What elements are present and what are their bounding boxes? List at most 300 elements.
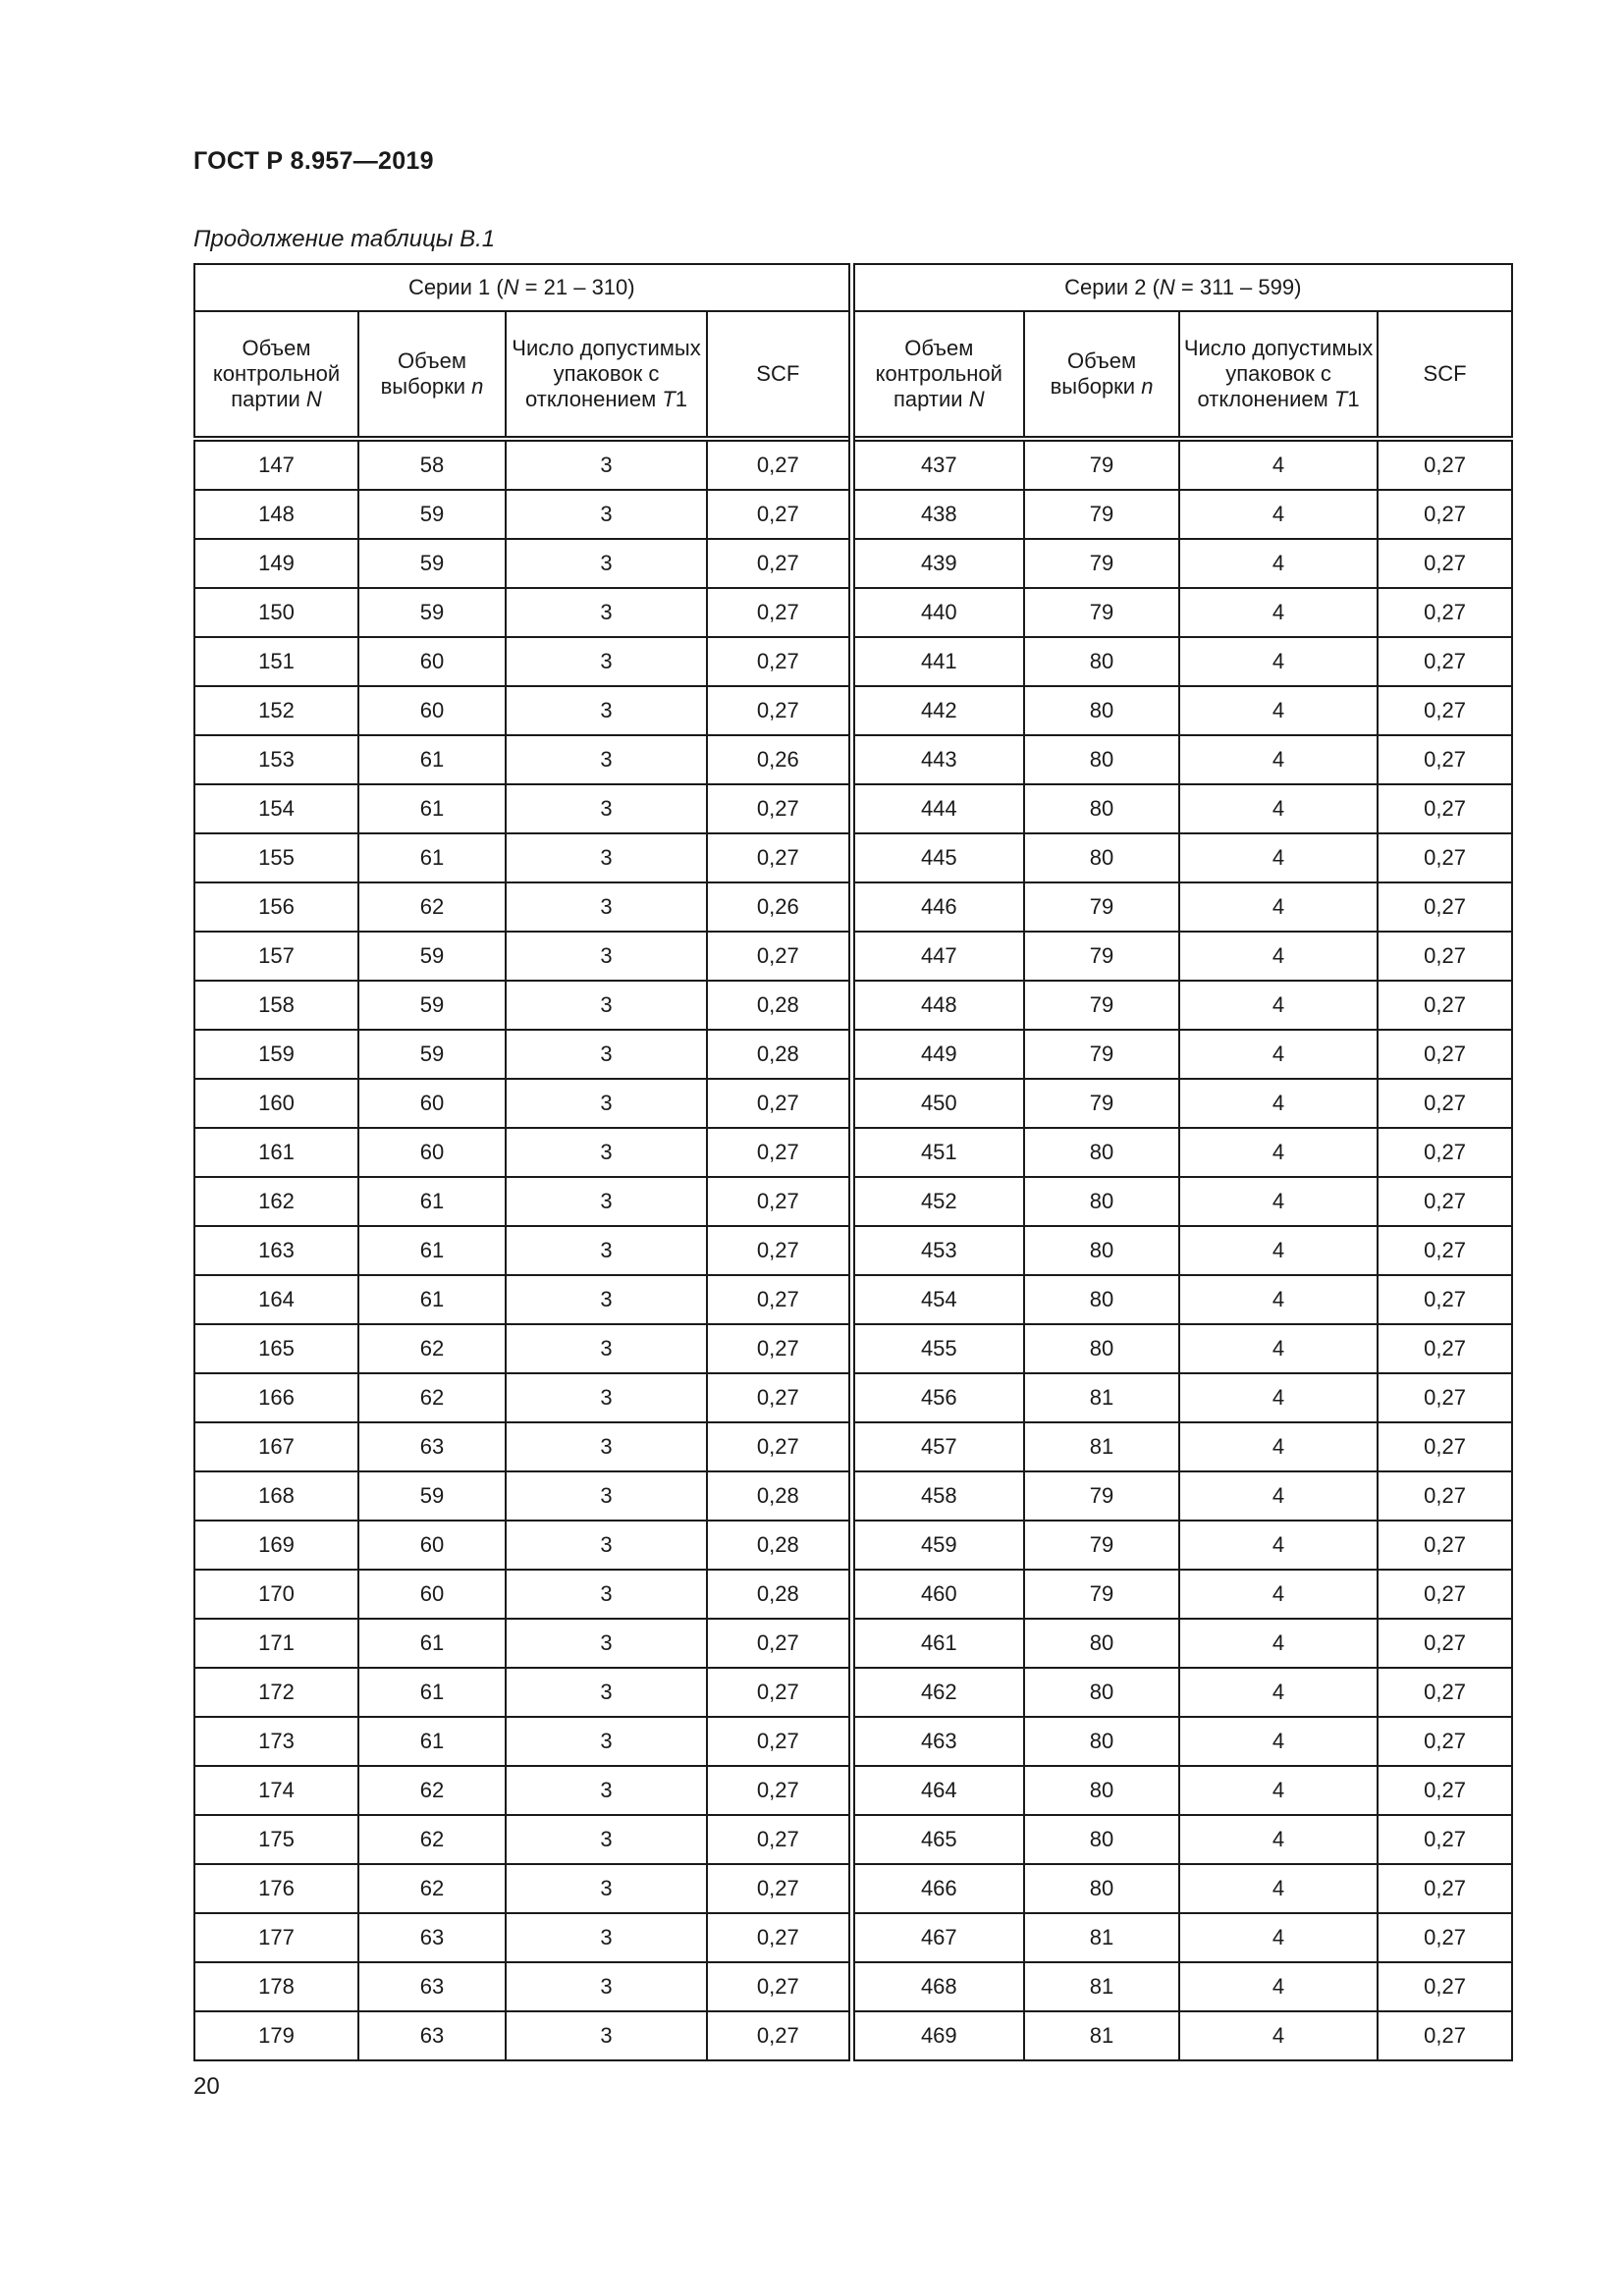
table-cell: 173 bbox=[194, 1717, 358, 1766]
table-cell: 80 bbox=[1024, 1619, 1179, 1668]
table-cell: 460 bbox=[851, 1570, 1024, 1619]
table-cell: 450 bbox=[851, 1079, 1024, 1128]
table-cell: 80 bbox=[1024, 833, 1179, 882]
table-row bbox=[194, 1275, 1512, 1324]
table-cell: 464 bbox=[851, 1766, 1024, 1815]
table-cell: 459 bbox=[851, 1521, 1024, 1570]
table-cell: 81 bbox=[1024, 1913, 1179, 1962]
table-cell: 171 bbox=[194, 1619, 358, 1668]
table-cell: 3 bbox=[506, 1275, 707, 1324]
table-cell: 80 bbox=[1024, 1226, 1179, 1275]
table-row bbox=[194, 1079, 1512, 1128]
table-cell: 0,27 bbox=[1378, 1766, 1512, 1815]
table-cell: 440 bbox=[851, 588, 1024, 637]
table-cell: 4 bbox=[1179, 1422, 1378, 1471]
col-allowed-packs: Число допустимых упаковок с отклонением T1 bbox=[506, 311, 707, 439]
table-cell: 4 bbox=[1179, 1619, 1378, 1668]
table-cell: 0,27 bbox=[1378, 1226, 1512, 1275]
table-cell: 443 bbox=[851, 735, 1024, 784]
table-cell: 177 bbox=[194, 1913, 358, 1962]
col-lot-volume: Объем контрольной партии N bbox=[194, 311, 358, 439]
table-cell: 148 bbox=[194, 490, 358, 539]
table-cell: 61 bbox=[358, 1619, 506, 1668]
table-cell: 61 bbox=[358, 1668, 506, 1717]
table-cell: 441 bbox=[851, 637, 1024, 686]
table-cell: 3 bbox=[506, 1128, 707, 1177]
table-cell: 3 bbox=[506, 1619, 707, 1668]
table-cell: 454 bbox=[851, 1275, 1024, 1324]
table-cell: 3 bbox=[506, 784, 707, 833]
table-cell: 4 bbox=[1179, 2011, 1378, 2060]
table-row bbox=[194, 1619, 1512, 1668]
table-row bbox=[194, 784, 1512, 833]
table-cell: 60 bbox=[358, 686, 506, 735]
table-cell: 162 bbox=[194, 1177, 358, 1226]
table-cell: 174 bbox=[194, 1766, 358, 1815]
table-cell: 0,27 bbox=[1378, 1521, 1512, 1570]
table-cell: 3 bbox=[506, 981, 707, 1030]
table-cell: 0,27 bbox=[707, 637, 851, 686]
table-cell: 0,27 bbox=[707, 1864, 851, 1913]
table-cell: 80 bbox=[1024, 686, 1179, 735]
table-cell: 3 bbox=[506, 1324, 707, 1373]
table-row bbox=[194, 439, 1512, 490]
table-cell: 169 bbox=[194, 1521, 358, 1570]
table-cell: 168 bbox=[194, 1471, 358, 1521]
table-cell: 4 bbox=[1179, 686, 1378, 735]
table-cell: 4 bbox=[1179, 1128, 1378, 1177]
table-cell: 0,27 bbox=[707, 1226, 851, 1275]
table-cell: 3 bbox=[506, 735, 707, 784]
table-cell: 156 bbox=[194, 882, 358, 932]
table-cell: 3 bbox=[506, 1373, 707, 1422]
table-row bbox=[194, 637, 1512, 686]
table-cell: 3 bbox=[506, 1521, 707, 1570]
table-cell: 0,28 bbox=[707, 1521, 851, 1570]
table-cell: 154 bbox=[194, 784, 358, 833]
table-cell: 4 bbox=[1179, 439, 1378, 490]
table-cell: 176 bbox=[194, 1864, 358, 1913]
table-cell: 0,27 bbox=[707, 1962, 851, 2011]
table-cell: 60 bbox=[358, 1570, 506, 1619]
table-cell: 151 bbox=[194, 637, 358, 686]
table-cell: 452 bbox=[851, 1177, 1024, 1226]
series2-header: Серии 2 (N = 311 – 599) bbox=[851, 264, 1512, 311]
table-cell: 0,27 bbox=[707, 1373, 851, 1422]
table-cell: 3 bbox=[506, 1913, 707, 1962]
table-cell: 0,27 bbox=[1378, 1913, 1512, 1962]
table-cell: 62 bbox=[358, 1766, 506, 1815]
table-cell: 4 bbox=[1179, 539, 1378, 588]
table-cell: 4 bbox=[1179, 1177, 1378, 1226]
table-cell: 79 bbox=[1024, 1570, 1179, 1619]
table-cell: 79 bbox=[1024, 1471, 1179, 1521]
table-cell: 80 bbox=[1024, 1275, 1179, 1324]
table-cell: 437 bbox=[851, 439, 1024, 490]
table-cell: 438 bbox=[851, 490, 1024, 539]
table-cell: 81 bbox=[1024, 1422, 1179, 1471]
table-row bbox=[194, 1717, 1512, 1766]
table-row bbox=[194, 1864, 1512, 1913]
table-cell: 3 bbox=[506, 1422, 707, 1471]
table-cell: 61 bbox=[358, 1177, 506, 1226]
table-cell: 79 bbox=[1024, 490, 1179, 539]
table-row bbox=[194, 1521, 1512, 1570]
table-cell: 0,27 bbox=[707, 1324, 851, 1373]
table-cell: 0,27 bbox=[707, 490, 851, 539]
table-cell: 0,27 bbox=[707, 1913, 851, 1962]
table-cell: 4 bbox=[1179, 1324, 1378, 1373]
table-cell: 0,27 bbox=[707, 588, 851, 637]
table-cell: 0,28 bbox=[707, 1570, 851, 1619]
table-cell: 467 bbox=[851, 1913, 1024, 1962]
table-cell: 0,27 bbox=[707, 1177, 851, 1226]
table-cell: 0,27 bbox=[1378, 637, 1512, 686]
table-cell: 0,27 bbox=[707, 1717, 851, 1766]
table-cell: 449 bbox=[851, 1030, 1024, 1079]
table-cell: 155 bbox=[194, 833, 358, 882]
table-cell: 0,27 bbox=[1378, 588, 1512, 637]
table-cell: 444 bbox=[851, 784, 1024, 833]
table-cell: 0,27 bbox=[1378, 735, 1512, 784]
page-number: 20 bbox=[193, 2073, 220, 2100]
table-cell: 463 bbox=[851, 1717, 1024, 1766]
table-cell: 0,27 bbox=[707, 1128, 851, 1177]
table-cell: 80 bbox=[1024, 1717, 1179, 1766]
table-cell: 4 bbox=[1179, 981, 1378, 1030]
table-cell: 80 bbox=[1024, 784, 1179, 833]
table-cell: 63 bbox=[358, 1962, 506, 2011]
table-cell: 0,27 bbox=[707, 932, 851, 981]
table-cell: 170 bbox=[194, 1570, 358, 1619]
table-row bbox=[194, 1030, 1512, 1079]
table-row bbox=[194, 1177, 1512, 1226]
table-cell: 80 bbox=[1024, 1864, 1179, 1913]
table-cell: 0,27 bbox=[707, 1079, 851, 1128]
table-cell: 0,27 bbox=[1378, 1962, 1512, 2011]
table-cell: 0,27 bbox=[1378, 932, 1512, 981]
table-cell: 81 bbox=[1024, 1373, 1179, 1422]
table-cell: 0,27 bbox=[1378, 1128, 1512, 1177]
table-cell: 63 bbox=[358, 1913, 506, 1962]
table-cell: 0,27 bbox=[707, 1766, 851, 1815]
table-cell: 4 bbox=[1179, 1570, 1378, 1619]
table-cell: 62 bbox=[358, 1373, 506, 1422]
table-cell: 0,27 bbox=[707, 1619, 851, 1668]
table-cell: 80 bbox=[1024, 637, 1179, 686]
col-allowed-packs-2: Число допустимых упаковок с отклонением T1 bbox=[1179, 311, 1378, 439]
table-cell: 3 bbox=[506, 1766, 707, 1815]
table-cell: 0,27 bbox=[707, 1815, 851, 1864]
table-cell: 80 bbox=[1024, 1177, 1179, 1226]
table-cell: 0,27 bbox=[1378, 1324, 1512, 1373]
table-cell: 457 bbox=[851, 1422, 1024, 1471]
table-cell: 60 bbox=[358, 637, 506, 686]
table-cell: 0,27 bbox=[707, 686, 851, 735]
table-row bbox=[194, 588, 1512, 637]
table-cell: 172 bbox=[194, 1668, 358, 1717]
table-cell: 152 bbox=[194, 686, 358, 735]
table-cell: 62 bbox=[358, 1324, 506, 1373]
table-cell: 61 bbox=[358, 784, 506, 833]
table-cell: 0,27 bbox=[1378, 2011, 1512, 2060]
col-sample-volume-2: Объем выборки n bbox=[1024, 311, 1179, 439]
table-cell: 80 bbox=[1024, 1128, 1179, 1177]
table-cell: 3 bbox=[506, 1177, 707, 1226]
table-cell: 451 bbox=[851, 1128, 1024, 1177]
table-cell: 0,28 bbox=[707, 981, 851, 1030]
table-cell: 3 bbox=[506, 1226, 707, 1275]
table-cell: 447 bbox=[851, 932, 1024, 981]
table-cell: 462 bbox=[851, 1668, 1024, 1717]
table-cell: 465 bbox=[851, 1815, 1024, 1864]
table-cell: 4 bbox=[1179, 588, 1378, 637]
table-cell: 81 bbox=[1024, 1962, 1179, 2011]
table-cell: 0,27 bbox=[707, 2011, 851, 2060]
table-cell: 0,27 bbox=[1378, 539, 1512, 588]
table-cell: 80 bbox=[1024, 1766, 1179, 1815]
table-cell: 149 bbox=[194, 539, 358, 588]
table-cell: 3 bbox=[506, 833, 707, 882]
table-cell: 59 bbox=[358, 539, 506, 588]
table-row bbox=[194, 1913, 1512, 1962]
table-cell: 4 bbox=[1179, 490, 1378, 539]
table-cell: 79 bbox=[1024, 1079, 1179, 1128]
table-row bbox=[194, 1422, 1512, 1471]
table-cell: 0,27 bbox=[1378, 981, 1512, 1030]
table-cell: 448 bbox=[851, 981, 1024, 1030]
table-cell: 453 bbox=[851, 1226, 1024, 1275]
table-cell: 445 bbox=[851, 833, 1024, 882]
table-row bbox=[194, 1128, 1512, 1177]
table-row bbox=[194, 1815, 1512, 1864]
table-cell: 59 bbox=[358, 1471, 506, 1521]
table-cell: 3 bbox=[506, 1864, 707, 1913]
table-cell: 80 bbox=[1024, 1668, 1179, 1717]
table-cell: 4 bbox=[1179, 1962, 1378, 2011]
table-cell: 4 bbox=[1179, 1471, 1378, 1521]
col-sample-volume: Объем выборки n bbox=[358, 311, 506, 439]
table-cell: 0,27 bbox=[1378, 490, 1512, 539]
table-cell: 0,28 bbox=[707, 1030, 851, 1079]
table-cell: 79 bbox=[1024, 539, 1179, 588]
table-cell: 3 bbox=[506, 1815, 707, 1864]
table-row bbox=[194, 1324, 1512, 1373]
table-cell: 0,27 bbox=[1378, 1373, 1512, 1422]
table-cell: 167 bbox=[194, 1422, 358, 1471]
table-cell: 3 bbox=[506, 1030, 707, 1079]
table-cell: 63 bbox=[358, 1422, 506, 1471]
table-cell: 461 bbox=[851, 1619, 1024, 1668]
table-cell: 60 bbox=[358, 1128, 506, 1177]
table-row bbox=[194, 539, 1512, 588]
table-cell: 79 bbox=[1024, 932, 1179, 981]
table-cell: 150 bbox=[194, 588, 358, 637]
table-cell: 0,27 bbox=[1378, 882, 1512, 932]
table-row bbox=[194, 882, 1512, 932]
table-cell: 0,27 bbox=[1378, 1864, 1512, 1913]
table-cell: 0,27 bbox=[707, 1422, 851, 1471]
table-cell: 455 bbox=[851, 1324, 1024, 1373]
table-cell: 0,27 bbox=[1378, 833, 1512, 882]
table-cell: 59 bbox=[358, 1030, 506, 1079]
table-cell: 4 bbox=[1179, 1766, 1378, 1815]
table-cell: 456 bbox=[851, 1373, 1024, 1422]
table-cell: 160 bbox=[194, 1079, 358, 1128]
table-cell: 62 bbox=[358, 882, 506, 932]
table-cell: 3 bbox=[506, 439, 707, 490]
table-cell: 79 bbox=[1024, 1030, 1179, 1079]
table-cell: 61 bbox=[358, 735, 506, 784]
table-cell: 163 bbox=[194, 1226, 358, 1275]
table-cell: 0,27 bbox=[1378, 1815, 1512, 1864]
table-cell: 165 bbox=[194, 1324, 358, 1373]
table-cell: 61 bbox=[358, 833, 506, 882]
table-cell: 0,27 bbox=[1378, 1471, 1512, 1521]
table-cell: 3 bbox=[506, 1962, 707, 2011]
table-cell: 0,27 bbox=[1378, 1619, 1512, 1668]
table-cell: 178 bbox=[194, 1962, 358, 2011]
table-cell: 161 bbox=[194, 1128, 358, 1177]
table-cell: 166 bbox=[194, 1373, 358, 1422]
data-table bbox=[193, 263, 1513, 2061]
table-cell: 3 bbox=[506, 1717, 707, 1766]
table-cell: 81 bbox=[1024, 2011, 1179, 2060]
table-cell: 3 bbox=[506, 882, 707, 932]
table-cell: 4 bbox=[1179, 833, 1378, 882]
table-cell: 4 bbox=[1179, 1226, 1378, 1275]
table-cell: 58 bbox=[358, 439, 506, 490]
table-cell: 468 bbox=[851, 1962, 1024, 2011]
table-cell: 466 bbox=[851, 1864, 1024, 1913]
table-cell: 175 bbox=[194, 1815, 358, 1864]
table-cell: 153 bbox=[194, 735, 358, 784]
table-cell: 4 bbox=[1179, 1275, 1378, 1324]
table-row bbox=[194, 1570, 1512, 1619]
table-cell: 4 bbox=[1179, 1815, 1378, 1864]
series1-header: Серии 1 (N = 21 – 310) bbox=[194, 264, 851, 311]
table-cell: 4 bbox=[1179, 1373, 1378, 1422]
table-cell: 4 bbox=[1179, 1913, 1378, 1962]
table-cell: 63 bbox=[358, 2011, 506, 2060]
table-row bbox=[194, 833, 1512, 882]
table-cell: 157 bbox=[194, 932, 358, 981]
table-row bbox=[194, 932, 1512, 981]
table-cell: 4 bbox=[1179, 1079, 1378, 1128]
table-cell: 3 bbox=[506, 932, 707, 981]
table-row bbox=[194, 2011, 1512, 2060]
table-cell: 0,27 bbox=[1378, 784, 1512, 833]
table-cell: 164 bbox=[194, 1275, 358, 1324]
table-cell: 79 bbox=[1024, 882, 1179, 932]
table-cell: 79 bbox=[1024, 1521, 1179, 1570]
table-cell: 4 bbox=[1179, 637, 1378, 686]
table-cell: 4 bbox=[1179, 932, 1378, 981]
table-cell: 159 bbox=[194, 1030, 358, 1079]
table-cell: 0,27 bbox=[1378, 686, 1512, 735]
table-row bbox=[194, 735, 1512, 784]
table-cell: 0,26 bbox=[707, 735, 851, 784]
table-cell: 80 bbox=[1024, 1815, 1179, 1864]
table-cell: 4 bbox=[1179, 882, 1378, 932]
table-cell: 0,27 bbox=[1378, 1030, 1512, 1079]
table-cell: 79 bbox=[1024, 981, 1179, 1030]
table-row bbox=[194, 981, 1512, 1030]
table-cell: 80 bbox=[1024, 735, 1179, 784]
table-cell: 0,28 bbox=[707, 1471, 851, 1521]
table-row bbox=[194, 1962, 1512, 2011]
table-cell: 4 bbox=[1179, 1864, 1378, 1913]
table-cell: 0,27 bbox=[1378, 1177, 1512, 1226]
table-cell: 3 bbox=[506, 1668, 707, 1717]
table-cell: 3 bbox=[506, 539, 707, 588]
table-cell: 61 bbox=[358, 1275, 506, 1324]
table-cell: 147 bbox=[194, 439, 358, 490]
col-scf: SCF bbox=[707, 311, 851, 439]
table-caption: Продолжение таблицы В.1 bbox=[193, 226, 496, 252]
table-cell: 442 bbox=[851, 686, 1024, 735]
table-cell: 0,27 bbox=[707, 439, 851, 490]
table-cell: 3 bbox=[506, 490, 707, 539]
table-cell: 4 bbox=[1179, 1030, 1378, 1079]
table-cell: 59 bbox=[358, 490, 506, 539]
table-cell: 0,27 bbox=[1378, 1422, 1512, 1471]
table-cell: 0,27 bbox=[707, 833, 851, 882]
table-cell: 3 bbox=[506, 1079, 707, 1128]
col-scf-2: SCF bbox=[1378, 311, 1512, 439]
table-cell: 0,27 bbox=[707, 539, 851, 588]
table-cell: 59 bbox=[358, 588, 506, 637]
table-row bbox=[194, 490, 1512, 539]
table-row bbox=[194, 1766, 1512, 1815]
table-cell: 0,27 bbox=[1378, 1079, 1512, 1128]
document-code: ГОСТ Р 8.957—2019 bbox=[193, 147, 434, 175]
table-body bbox=[194, 439, 1512, 2060]
table-cell: 0,27 bbox=[707, 1275, 851, 1324]
table-cell: 59 bbox=[358, 981, 506, 1030]
table-cell: 4 bbox=[1179, 1668, 1378, 1717]
table-cell: 179 bbox=[194, 2011, 358, 2060]
table-cell: 0,27 bbox=[707, 784, 851, 833]
table-cell: 61 bbox=[358, 1717, 506, 1766]
table-cell: 4 bbox=[1179, 1521, 1378, 1570]
table-cell: 59 bbox=[358, 932, 506, 981]
table-row bbox=[194, 1471, 1512, 1521]
table-cell: 3 bbox=[506, 1471, 707, 1521]
table-cell: 446 bbox=[851, 882, 1024, 932]
table-cell: 4 bbox=[1179, 735, 1378, 784]
table-cell: 3 bbox=[506, 588, 707, 637]
table-cell: 0,27 bbox=[1378, 1275, 1512, 1324]
table-cell: 60 bbox=[358, 1079, 506, 1128]
table-row bbox=[194, 1226, 1512, 1275]
table-cell: 0,26 bbox=[707, 882, 851, 932]
table-cell: 0,27 bbox=[707, 1668, 851, 1717]
table-cell: 79 bbox=[1024, 588, 1179, 637]
table-row bbox=[194, 1373, 1512, 1422]
table-cell: 3 bbox=[506, 637, 707, 686]
table-cell: 0,27 bbox=[1378, 1717, 1512, 1766]
table-cell: 60 bbox=[358, 1521, 506, 1570]
col-lot-volume-2: Объем контрольной партии N bbox=[851, 311, 1024, 439]
table-row bbox=[194, 1668, 1512, 1717]
table-cell: 458 bbox=[851, 1471, 1024, 1521]
table-cell: 158 bbox=[194, 981, 358, 1030]
table-cell: 4 bbox=[1179, 1717, 1378, 1766]
table-cell: 0,27 bbox=[1378, 1668, 1512, 1717]
table-cell: 61 bbox=[358, 1226, 506, 1275]
table-cell: 3 bbox=[506, 2011, 707, 2060]
